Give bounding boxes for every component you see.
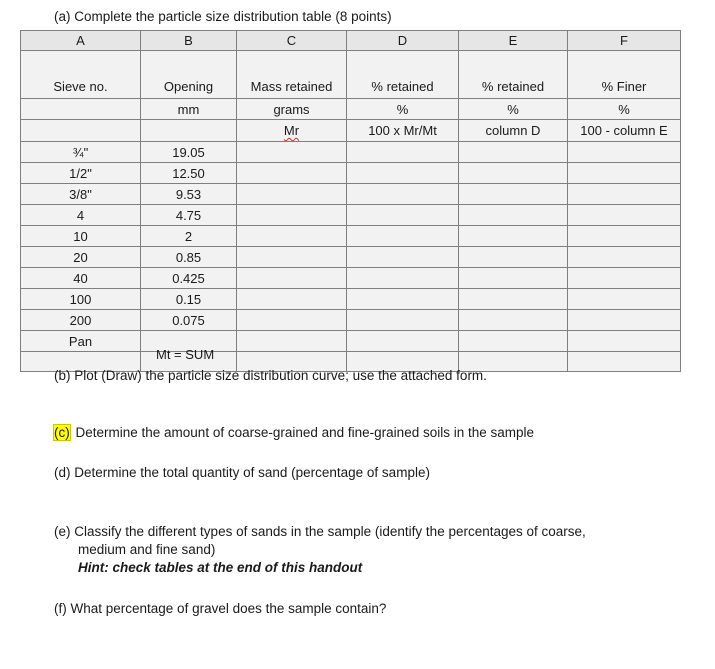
mass-cell[interactable]: [237, 163, 347, 184]
percent-retained-cell[interactable]: [347, 289, 459, 310]
question-e-hint: Hint: check tables at the end of this handout: [78, 560, 363, 575]
opening-cell: 2: [141, 226, 237, 247]
header-unit-b: mm: [141, 99, 237, 120]
question-d: (d) Determine the total quantity of sand (percentage of sample): [54, 465, 430, 480]
question-b: (b) Plot (Draw) the particle size distribution curve; use the attached form.: [54, 368, 487, 383]
header-percent-finer: % Finer: [568, 51, 681, 99]
header-formula-d: 100 x Mr/Mt: [347, 120, 459, 142]
cumulative-cell[interactable]: [459, 331, 568, 352]
sieve-cell: 20: [21, 247, 141, 268]
cumulative-cell[interactable]: [459, 142, 568, 163]
mass-cell[interactable]: [237, 247, 347, 268]
finer-cell[interactable]: [568, 247, 681, 268]
opening-cell: 12.50: [141, 163, 237, 184]
opening-cell: 4.75: [141, 205, 237, 226]
percent-retained-cell[interactable]: [347, 331, 459, 352]
table-row: [21, 331, 681, 352]
header-unit-e: %: [459, 99, 568, 120]
header-unit-a: [21, 99, 141, 120]
sieve-cell: ¾": [21, 142, 141, 163]
mr-symbol: Mr: [283, 123, 300, 138]
header-percent-retained: % retained: [347, 51, 459, 99]
sieve-cell: 1/2": [21, 163, 141, 184]
question-a-title: (a) Complete the particle size distribution table (8 points): [54, 9, 392, 24]
mass-cell[interactable]: [237, 331, 347, 352]
finer-cell[interactable]: [568, 331, 681, 352]
cumulative-cell[interactable]: [459, 184, 568, 205]
table-row: [21, 226, 681, 247]
percent-retained-cell[interactable]: [347, 184, 459, 205]
column-letter-b: B: [141, 31, 237, 51]
cumulative-cell[interactable]: [459, 226, 568, 247]
sieve-cell: Pan: [21, 331, 141, 352]
opening-cell: 19.05: [141, 142, 237, 163]
cumulative-cell[interactable]: [459, 268, 568, 289]
percent-retained-cell[interactable]: [347, 205, 459, 226]
cumulative-cell[interactable]: [459, 289, 568, 310]
mass-cell[interactable]: [237, 184, 347, 205]
finer-cell[interactable]: [568, 289, 681, 310]
question-e: [54, 523, 586, 577]
percent-retained-cell[interactable]: [347, 310, 459, 331]
header-opening: Opening: [141, 51, 237, 99]
text-cursor: [70, 425, 71, 440]
header-mass-retained: Mass retained: [237, 51, 347, 99]
finer-cell[interactable]: [568, 310, 681, 331]
header-unit-c: grams: [237, 99, 347, 120]
sieve-cell: 100: [21, 289, 141, 310]
column-letter-d: D: [347, 31, 459, 51]
column-letter-row: [21, 31, 681, 51]
particle-size-table: [20, 30, 681, 372]
percent-retained-cell[interactable]: [347, 142, 459, 163]
header-unit-f: %: [568, 99, 681, 120]
question-c-text: Determine the amount of coarse-grained and fine-grained soils in the sample: [71, 425, 535, 440]
opening-cell: 0.15: [141, 289, 237, 310]
mass-cell[interactable]: [237, 226, 347, 247]
header-unit-d: %: [347, 99, 459, 120]
mass-cell[interactable]: [237, 142, 347, 163]
table-row: [21, 310, 681, 331]
cumulative-cell[interactable]: [459, 163, 568, 184]
header-sieve-no: Sieve no.: [21, 51, 141, 99]
table-row: [21, 184, 681, 205]
opening-cell: 9.53: [141, 184, 237, 205]
table-row: [21, 247, 681, 268]
question-f: (f) What percentage of gravel does the sample contain?: [54, 601, 387, 616]
sieve-cell: 10: [21, 226, 141, 247]
percent-retained-cell[interactable]: [347, 268, 459, 289]
cumulative-cell[interactable]: [459, 205, 568, 226]
header-formula-e: column D: [459, 120, 568, 142]
percent-retained-cell[interactable]: [347, 226, 459, 247]
table-row: [21, 268, 681, 289]
table-row: [21, 142, 681, 163]
finer-cell[interactable]: [568, 163, 681, 184]
column-letter-c: C: [237, 31, 347, 51]
column-letter-e: E: [459, 31, 568, 51]
table-row: [21, 163, 681, 184]
mass-cell[interactable]: [237, 289, 347, 310]
sieve-cell: 200: [21, 310, 141, 331]
mass-cell[interactable]: [237, 205, 347, 226]
opening-cell: 0.425: [141, 268, 237, 289]
column-letter-a: A: [21, 31, 141, 51]
finer-cell[interactable]: [568, 268, 681, 289]
finer-cell[interactable]: [568, 226, 681, 247]
percent-retained-cell[interactable]: [347, 247, 459, 268]
finer-cell[interactable]: [568, 205, 681, 226]
opening-cell: 0.075: [141, 310, 237, 331]
header-formula-f: 100 - column E: [568, 120, 681, 142]
sieve-cell: 3/8": [21, 184, 141, 205]
table-row: [21, 289, 681, 310]
percent-retained-cell[interactable]: [347, 163, 459, 184]
sieve-cell: 4: [21, 205, 141, 226]
cumulative-cell[interactable]: [459, 247, 568, 268]
header-row-3: [21, 120, 681, 142]
sieve-cell: 40: [21, 268, 141, 289]
finer-cell[interactable]: [568, 142, 681, 163]
table-row: [21, 205, 681, 226]
mass-cell[interactable]: [237, 310, 347, 331]
header-cumulative-retained: % retained: [459, 51, 568, 99]
sum-cell-f[interactable]: [568, 352, 681, 372]
mass-cell[interactable]: [237, 268, 347, 289]
question-c: [54, 424, 534, 442]
question-e-line2: medium and fine sand): [78, 542, 216, 557]
cumulative-cell[interactable]: [459, 310, 568, 331]
column-letter-f: F: [568, 31, 681, 51]
header-formula-c: [237, 120, 347, 142]
opening-cell: 0.85: [141, 247, 237, 268]
header-formula-a: [21, 120, 141, 142]
question-c-highlight: (c): [54, 425, 70, 440]
header-row-1: [21, 51, 681, 99]
header-row-2: [21, 99, 681, 120]
finer-cell[interactable]: [568, 184, 681, 205]
header-formula-b: [141, 120, 237, 142]
mt-sum-label: Mt = SUM: [156, 347, 215, 362]
question-e-line1: (e) Classify the different types of sands in the sample (identify the percentages of coarse,: [54, 524, 586, 539]
